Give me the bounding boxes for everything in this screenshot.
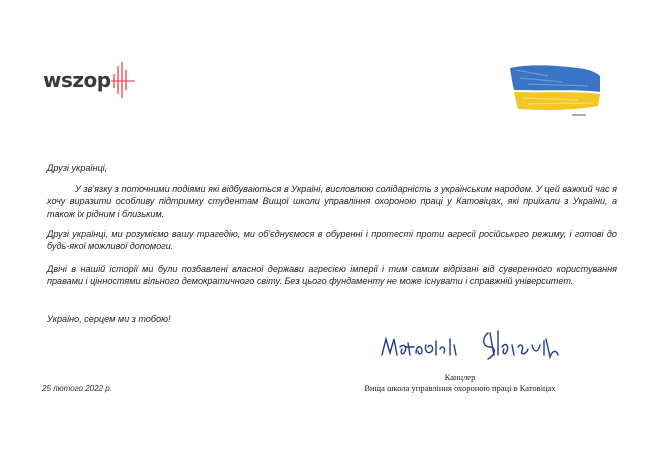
institution-name: Вища школа управління охороною праці в Катовіцах (364, 383, 556, 393)
letter-date: 25 лютого 2022 р. (42, 384, 112, 393)
logo-text: wszop (43, 68, 111, 92)
wszop-logo (43, 60, 138, 100)
ukraine-flag-brush-icon (508, 62, 604, 120)
letter-paragraph-2: Друзі українці, ми розуміємо вашу трагедію, ми об'єднуємося в обуренні і протесті проти агресії російського режиму, і готові до будь-якої можливої допомоги. (47, 229, 617, 252)
letter-paragraph-1: У зв'язку з поточними подіями які відбуваються в Україні, висловлюю солідарність з українським народом. У цей важкий час я хочу виразити особливу підтримку студентам Вищої школи управління охороною праці у Катовіцах, які приїхали з України, а також їх рідним і близьким. (47, 184, 617, 219)
signatory-title: Канцлер (444, 372, 476, 382)
letter-paragraph-3: Двічі в нашій історії ми були позбавлені власної держави агресією імперії і тим самим відрізані від суверенного користування правами і цінностями вільного демократичного світу. Без цього фундаменту не може існувати і справжній університет. (47, 264, 617, 287)
letter-closing: Україно, серцем ми з тобою! (47, 314, 171, 324)
signature-block (340, 372, 580, 394)
letter-greeting: Друзі українці, (47, 163, 108, 173)
handwritten-signature (378, 325, 578, 367)
pulse-icon (111, 60, 137, 100)
